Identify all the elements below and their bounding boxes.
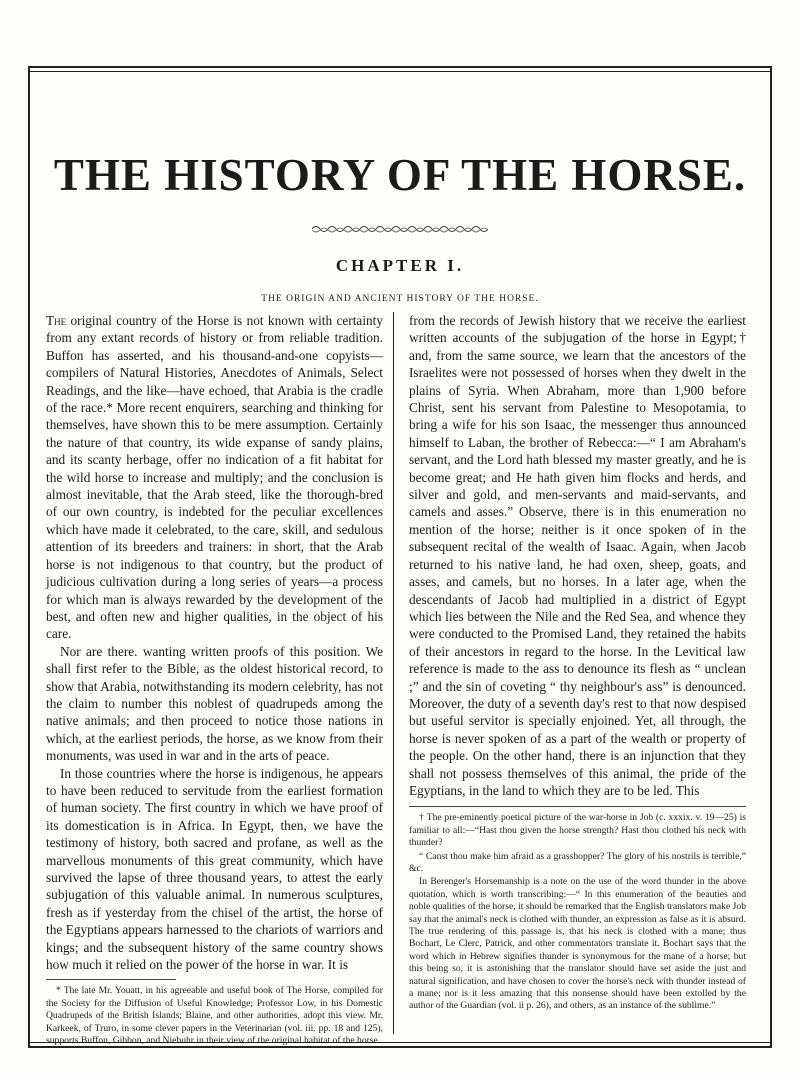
right-footnotes bbox=[409, 812, 746, 1013]
chapter-heading: CHAPTER I. bbox=[335, 256, 465, 275]
column-divider bbox=[393, 312, 394, 1034]
section-heading: THE ORIGIN AND ANCIENT HISTORY OF THE HORSE. bbox=[261, 294, 539, 304]
left-column bbox=[46, 312, 383, 1048]
left-border bbox=[28, 66, 30, 1048]
footnote-rule-right bbox=[409, 806, 746, 807]
footnote-berenger: In Berenger's Horsemanship is a note on the use of the word thunder in the above quotation, which is worth transcribing:—“ In this enumeration of the beauties and noble qualities of the horse, it should be remarked that the English translators make Job say that the animal's neck is clothed with thunder, an expression as false as it is absurd. The true rendering of this passage is, that his neck is clothed with a mane; thus Bochart, Le Clerc, Patrick, and other commentators translate it. Bochart says that the word which in Hebrew signifies thunder is synonymous for the mane of a horse; but this being so, it is astonishing that the translator should have set aside the just and natural signification, and have chosen to cover the horse's neck with thunder instead of a mane; nor is it less amazing that this nonsense should have been extolled by the author of the Guardian (vol. ii p. 26), and others, as an instance of the sublime.” bbox=[409, 876, 746, 1012]
paragraph-4: from the records of Jewish history that we receive the earliest written accounts of the subjugation of the horse in Egypt;† and, from the same source, we learn that the ancestors of the Israelites were not possessed of horses when they dwelt in the plains of Syria. When Abraham, more than 1,900 before Christ, sent his servant from Palestine to Mesopotamia, to bring a wife for his son Isaac, the messenger thus announced himself to Laban, the brother of Rebecca:—“ I am Abraham's servant, and the Lord hath blessed my master greatly, and he is become great; and He hath given him flocks and herds, and silver and gold, and men-servants and maid-servants, and camels and asses.” Observe, there is in this enumeration no mention of the horse; neither is it once spoken of in the subsequent recital of the wealth of Isaac. Again, when Jacob returned to his native land, he had oxen, sheep, goats, and asses, and camels, but no horses. In a later age, when the descendants of Jacob had multiplied in a district of Egypt which lies between the Nile and the Red Sea, and whence they were conducted to the Promised Land, they retained the habits of their ancestors in regard to the horse. In the Levitical law reference is made to the ass to denounce its flesh as “ unclean ;” and the sin of coveting “ thy neighbour's ass” is denounced. Moreover, the duty of a seventh day's rest to that now despised but useful servitor is specially enjoined. Yet, all through, the horse is never spoken of as a part of the wealth or property of the people. On the other hand, there is an injunction that they shall not possess themselves of this animal, the pride of the Egyptians, in the land to which they are to be led. This bbox=[409, 313, 746, 798]
opening-word: The bbox=[46, 313, 67, 328]
left-footnotes bbox=[46, 985, 383, 1047]
page-title: THE HISTORY OF THE HORSE. bbox=[53, 150, 747, 200]
paragraph-1-text: original country of the Horse is not known with certainty from any extant records of history or from reliable tradition. Buffon has asserted, and his thousand-and-one copyists—compilers of Natural Histories, Anecdotes of Animals, Select Readings, and the like—have echoed, that Arabia is the cradle of the race.* More recent enquirers, searching and thinking for themselves, have shown this to be mere assumption. Certainly the nature of that country, its wide expanse of sandy plains, and its scanty herbage, offer no indication of a fit habitat for the wild horse to increase and multiply; and the conclusion is almost inevitable, that the Arab steed, like the thorough-bred of our own country, is indebted for the peculiar excellences which have made it celebrated, to the care, skill, and sedulous attention of its breeders and trainers: in short, that the Arab horse is not indigenous to that country, but the product of judicious cultivation during a long series of years—a process for which man is always rewarded by the development of the best, and often new and higher qualities, in the object of his care. bbox=[46, 313, 384, 642]
right-column bbox=[409, 312, 746, 1014]
wavy-ornament bbox=[312, 224, 488, 234]
paragraph-1 bbox=[46, 312, 383, 643]
footnote-rule bbox=[46, 979, 176, 980]
footnote-dagger-cont: “ Canst thou make him afraid as a grasshopper? The glory of his nostrils is terrible,” &c. bbox=[409, 850, 746, 874]
footnote-dagger: † The pre-eminently poetical picture of the war-horse in Job (c. xxxix. v. 19—25) is familiar to all:—“Hast thou given the horse strength? Hast thou clothed his neck with thunder? bbox=[409, 812, 746, 849]
top-border-outer bbox=[28, 66, 772, 68]
paragraph-2: Nor are there. wanting written proofs of this position. We shall first refer to the Bible, as the oldest historical record, to show that Arabia, notwithstanding its modern celebrity, has not the claim to number this noblest of quadrupeds among the native animals; and then proceed to notice those nations in which, at the earliest periods, the horse, as we know from their monuments, was used in war and in the arts of peace. bbox=[46, 643, 383, 764]
footnote-star: * The late Mr. Youatt, in his agreeable and useful book of The Horse, compiled for the Society for the Diffusion of Useful Knowledge; Professor Low, in his Domestic Quadrupeds of the British Islands; Blaine, and other authorities, adopt this view. Mr. Karkeek, of Truro, in some clever papers in the Veterinarian (vol. iii. pp. 18 and 125), supports Buffon, Gibbon, and Niebuhr in their view of the original habitat of the horse. bbox=[46, 985, 383, 1047]
paragraph-3: In those countries where the horse is indigenous, he appears to have been reduced to servitude from the earliest formation of human society. The first country in which we have proof of its domestication is in Africa. In Egypt, then, we have the testimony of history, both sacred and profane, as well as the marvellous monuments of this great community, which have survived the lapse of three thousand years, to attest the early subjugation of this valuable animal. In numerous sculptures, fresh as if yesterday from the chisel of the artist, the horse of the Egyptians appears harnessed to the chariots of warriors and kings; and the subsequent history of the same country shows how much it relied on the power of the horse in war. It is bbox=[46, 765, 383, 973]
top-border-inner bbox=[28, 71, 772, 72]
right-border bbox=[770, 66, 772, 1048]
